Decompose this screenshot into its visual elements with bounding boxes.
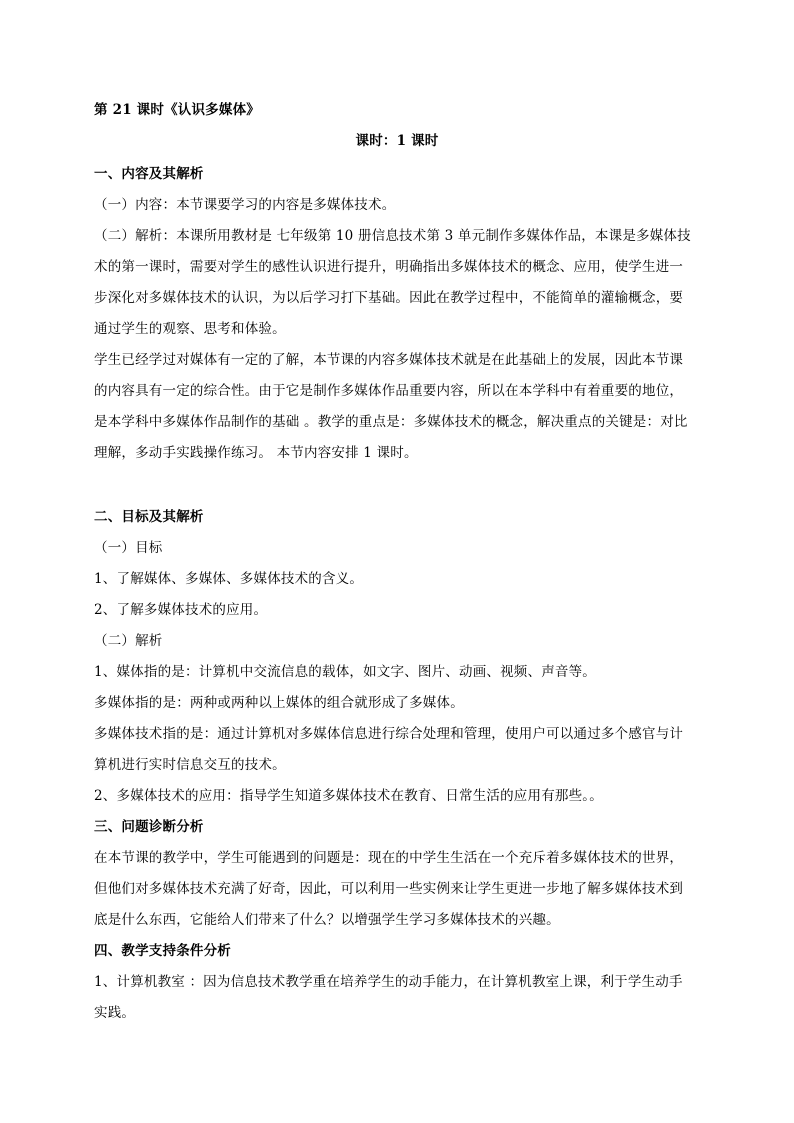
paragraph-line: 算机进行实时信息交互的技术。 [94,757,286,773]
paragraph-line: 但他们对多媒体技术充满了好奇，因此，可以利用一些实例来让学生更进一步地了解多媒体技术到 [94,881,684,897]
paragraph-line: 1、媒体指的是：计算机中交流信息的载体，如文字、图片、动画、视频、声音等。 [94,664,596,680]
paragraph-line: 多媒体指的是：两种或两种以上媒体的组合就形成了多媒体。 [94,695,464,711]
paragraph-line: 通过学生的观察、思考和体验。 [94,321,286,337]
paragraph-line: 底是什么东西，它能给人们带来了什么？以增强学生学习多媒体技术的兴趣。 [94,912,560,928]
section3-heading: 三、问题诊断分析 [94,819,204,835]
document-title: 第 21 课时《认识多媒体》 [94,102,260,118]
section4-heading: 四、教学支持条件分析 [94,943,231,959]
paragraph-line: 在本节课的教学中，学生可能遇到的问题是：现在的中学生生活在一个充斥着多媒体技术的世界， [94,850,684,866]
goal-item: 2、了解多媒体技术的应用。 [94,602,268,618]
paragraph-line: 1、计算机教室 ：因为信息技术教学重在培养学生的动手能力，在计算机教室上课，利于学生动手 [94,974,683,990]
section1-content: （一）内容：本节课要学习的内容是多媒体技术。 [94,197,396,213]
paragraph-line: 学生已经学过对媒体有一定的了解，本节课的内容多媒体技术就是在此基础上的发展，因此本节课 [94,352,684,368]
analysis-label: （二）解析 [94,633,163,649]
paragraph-line: 2、多媒体技术的应用：指导学生知道多媒体技术在教育、日常生活的应用有那些。。 [94,788,603,804]
paragraph-line: 实践。 [94,1005,136,1021]
paragraph-line: 是本学科中多媒体作品制作的基础 。教学的重点是：多媒体技术的概念，解决重点的关键是：对比 [94,414,688,430]
section2-heading: 二、目标及其解析 [94,509,204,525]
section1-heading: 一、内容及其解析 [94,166,204,182]
paragraph-line: （二）解析：本课所用教材是 七年级第 10 册信息技术第 3 单元制作多媒体作品，本课是多媒体技 [94,228,691,244]
paragraph-line: 步深化对多媒体技术的认识，为以后学习打下基础。因此在教学过程中，不能简单的灌输概念，要 [94,290,684,306]
paragraph-line: 多媒体技术指的是：通过计算机对多媒体信息进行综合处理和管理，使用户可以通过多个感官与计 [94,726,684,742]
paragraph-line: 理解，多动手实践操作练习。 本节内容安排 1 课时。 [94,445,418,461]
document-subtitle: 课时：1 课时 [355,133,439,149]
goal-item: 1、了解媒体、多媒体、多媒体技术的含义。 [94,571,364,587]
paragraph-line: 术的第一课时，需要对学生的感性认识进行提升，明确指出多媒体技术的概念、应用，使学生进一 [94,259,684,275]
paragraph-line: 的内容具有一定的综合性。由于它是制作多媒体作品重要内容，所以在本学科中有着重要的地位， [94,383,684,399]
goal-label: （一）目标 [94,540,163,556]
